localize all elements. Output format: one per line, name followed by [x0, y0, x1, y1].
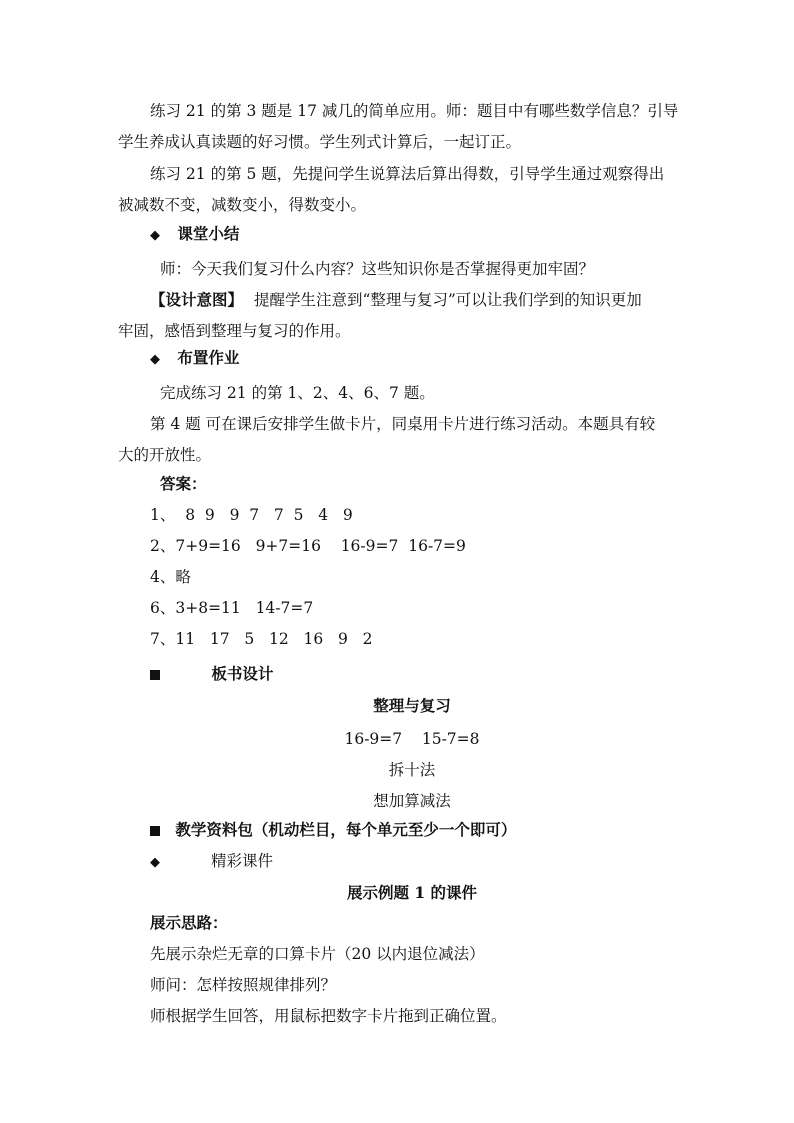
answers-label: 答案： — [160, 474, 207, 493]
section-heading-summary — [150, 224, 239, 246]
section-heading-courseware — [150, 851, 273, 873]
answer-line: 4、略 — [150, 568, 191, 586]
board-title: 整理与复习 — [373, 696, 451, 715]
answer-line: 7、11 17 5 12 16 9 2 — [150, 630, 373, 648]
idea-label: 展示思路： — [150, 913, 228, 932]
square-bullet-icon — [150, 826, 160, 836]
answer-line: 1、 8 9 9 7 7 5 4 9 — [150, 506, 353, 524]
idea-line: 师问：怎样按照规律排列？ — [150, 976, 337, 994]
diamond-bullet-icon: ◆ — [150, 352, 160, 367]
idea-line: 师根据学生回答，用鼠标把数字卡片拖到正确位置。 — [150, 1007, 507, 1025]
diamond-bullet-icon: ◆ — [150, 855, 160, 870]
intent-text: 提醒学生注意到“整理与复习”可以让我们学到的知识更加 — [253, 291, 642, 309]
homework-text: 完成练习 21 的第 1、2、4、6、7 题。 — [160, 384, 435, 402]
answer-line: 2、7+9=16 9+7=16 16-9=7 16-7=9 — [150, 537, 466, 555]
section-heading-board — [150, 664, 273, 684]
paragraph-line: 第 4 题 可在课后安排学生做卡片，同桌用卡片进行练习活动。本题具有较 — [150, 415, 656, 433]
design-intent-line — [150, 290, 642, 310]
summary-text: 师：今天我们复习什么内容？这些知识你是否掌握得更加牢固？ — [160, 260, 595, 278]
heading-text: 教学资料包（机动栏目，每个单元至少一个即可） — [175, 820, 517, 839]
answer-line: 6、3+8=11 14-7=7 — [150, 599, 314, 617]
diamond-bullet-icon: ◆ — [150, 228, 160, 243]
paragraph-line: 牢固，感悟到整理与复习的作用。 — [118, 322, 351, 340]
paragraph-line: 大的开放性。 — [118, 446, 212, 464]
courseware-title: 展示例题 1 的课件 — [346, 883, 478, 902]
paragraph-line: 学生养成认真读题的好习惯。学生列式计算后，一起订正。 — [118, 133, 522, 151]
square-bullet-icon — [150, 670, 160, 680]
board-method-2: 想加算减法 — [373, 792, 451, 810]
board-method-1: 拆十法 — [388, 761, 436, 779]
heading-text: 布置作业 — [177, 348, 240, 367]
board-equations: 16-9=7 15-7=8 — [344, 730, 480, 748]
paragraph-line: 被减数不变，减数变小，得数变小。 — [118, 196, 367, 214]
heading-text: 精彩课件 — [210, 852, 273, 870]
idea-line: 先展示杂烂无章的口算卡片（20 以内退位减法） — [150, 945, 485, 963]
paragraph-line: 练习 21 的第 5 题，先提问学生说算法后算出得数，引导学生通过观察得出 — [150, 165, 665, 183]
paragraph-line: 练习 21 的第 3 题是 17 减几的简单应用。师：题目中有哪些数学信息？引导 — [150, 102, 679, 120]
intent-label: 【设计意图】 — [150, 290, 244, 309]
heading-text: 板书设计 — [211, 664, 274, 683]
section-heading-homework — [150, 348, 239, 370]
section-heading-pack — [150, 820, 516, 840]
heading-text: 课堂小结 — [177, 224, 240, 243]
